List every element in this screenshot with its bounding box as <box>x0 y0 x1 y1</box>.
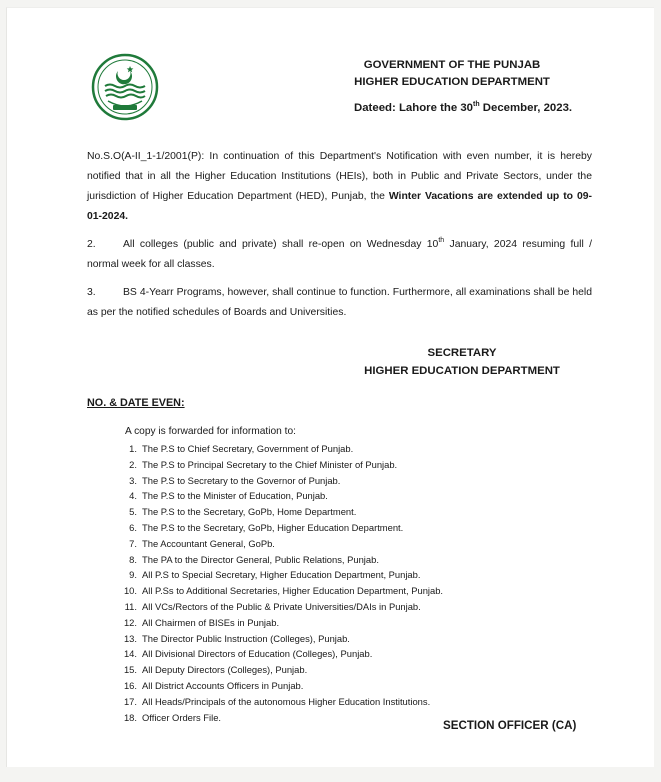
paragraph-number: 2. <box>87 239 96 250</box>
item-number: 18. <box>123 711 137 723</box>
item-number: 17. <box>123 695 137 707</box>
item-text: All Heads/Principals of the autonomous Higher Education Institutions. <box>142 695 431 707</box>
distribution-item <box>115 520 443 536</box>
item-text: The P.S to the Secretary, GoPb, Home Department. <box>142 506 357 518</box>
item-number: 14. <box>123 648 137 660</box>
date-sup: th <box>473 101 480 108</box>
item-number: 11. <box>124 600 137 612</box>
date-text-end: December, 2023. <box>479 102 573 114</box>
paragraph-2 <box>87 235 592 275</box>
department-header <box>347 57 557 91</box>
paragraph-2-text: All colleges (public and private) shall re-open on Wednesday 10 <box>123 239 439 250</box>
item-number: 6. <box>129 521 137 533</box>
item-number: 10. <box>123 585 137 597</box>
item-text: The P.S to Principal Secretary to the Chief Minister of Punjab. <box>142 458 398 470</box>
vacation-extension: Winter Vacations are extended up to 09-01-2024. <box>87 191 592 222</box>
paragraph-2-text-end: January, 2024 resuming full / normal week for all classes. <box>87 239 592 270</box>
distribution-item <box>115 710 443 726</box>
item-number: 15. <box>123 664 137 676</box>
distribution-item <box>115 678 443 694</box>
item-text: All Chairmen of BISEs in Punjab. <box>142 616 280 628</box>
section-officer-signature: SECTION OFFICER (CA) <box>443 719 577 732</box>
notification-document <box>6 7 654 767</box>
paragraph-3 <box>87 283 592 323</box>
paragraph-number: 3. <box>87 287 96 298</box>
paragraph-2-sup: th <box>438 237 445 244</box>
item-number: 7. <box>129 537 137 549</box>
item-number: 3. <box>129 474 137 486</box>
copy-forward-intro: A copy is forwarded for information to: <box>125 426 297 437</box>
item-text: All P.Ss to Additional Secretaries, Higher Education Department, Punjab. <box>142 585 444 597</box>
distribution-item <box>115 662 443 678</box>
secretary-title: SECRETARY <box>427 347 497 359</box>
item-text: All P.S to Special Secretary, Higher Education Department, Punjab. <box>142 569 421 581</box>
distribution-item <box>115 536 443 552</box>
paragraph-1 <box>87 147 592 227</box>
paragraph-1-text: In continuation of this Department's Notification with even number, it is hereby notified that in all the Higher Education Institutions (HEIs), both in Public and Private Sectors, under the jurisdiction of Higher Education Department (HED), Punjab, the <box>87 151 592 202</box>
date-text: Dateed: Lahore the 30 <box>354 102 474 114</box>
item-text: The P.S to Chief Secretary, Government of Punjab. <box>142 443 354 454</box>
distribution-item <box>115 694 443 710</box>
distribution-item <box>115 567 443 583</box>
item-text: The Director Public Instruction (Colleges), Punjab. <box>142 632 350 644</box>
reference-number: No.S.O(A-II_1-1/2001(P): <box>87 151 205 162</box>
item-text: The P.S to Secretary to the Governor of Punjab. <box>142 474 341 486</box>
item-number: 16. <box>123 679 137 691</box>
paragraph-3-text: BS 4-Yearr Programs, however, shall continue to function. Furthermore, all examinations shall be held as per the notified schedules of Boards and Universities. <box>87 287 592 318</box>
punjab-government-emblem-icon <box>91 53 159 121</box>
item-number: 13. <box>123 632 137 644</box>
item-number: 2. <box>129 458 137 470</box>
item-number: 9. <box>129 569 137 581</box>
item-number: 1. <box>129 443 137 454</box>
item-text: All Deputy Directors (Colleges), Punjab. <box>142 664 308 676</box>
distribution-item <box>115 457 443 473</box>
distribution-item <box>115 631 443 647</box>
distribution-item <box>115 488 443 504</box>
item-text: All Divisional Directors of Education (Colleges), Punjab. <box>142 648 373 660</box>
item-text: The P.S to the Minister of Education, Punjab. <box>142 490 328 502</box>
item-number: 8. <box>129 553 137 565</box>
item-number: 12. <box>123 616 137 628</box>
distribution-item <box>115 615 443 631</box>
government-title: GOVERNMENT OF THE PUNJAB <box>363 59 541 71</box>
document-date <box>354 102 572 114</box>
distribution-item <box>115 441 443 457</box>
department-title: HIGHER EDUCATION DEPARTMENT <box>354 76 550 88</box>
no-date-even-heading: NO. & DATE EVEN: <box>87 397 185 409</box>
item-number: 5. <box>129 506 137 518</box>
distribution-item <box>115 583 443 599</box>
secretary-signature-block <box>342 344 582 380</box>
distribution-item <box>115 473 443 489</box>
secretary-department: HIGHER EDUCATION DEPARTMENT <box>364 365 560 377</box>
distribution-item <box>115 646 443 662</box>
item-text: The P.S to the Secretary, GoPb, Higher Education Department. <box>142 521 404 533</box>
item-text: All VCs/Rectors of the Public & Private Universities/DAIs in Punjab. <box>142 600 421 612</box>
distribution-item <box>115 552 443 568</box>
distribution-item <box>115 504 443 520</box>
item-text: All District Accounts Officers in Punjab. <box>142 679 304 691</box>
item-number: 4. <box>129 490 137 502</box>
item-text: Officer Orders File. <box>142 711 222 723</box>
distribution-list <box>115 441 443 725</box>
item-text: The PA to the Director General, Public Relations, Punjab. <box>142 553 379 565</box>
distribution-item <box>115 599 443 615</box>
item-text: The Accountant General, GoPb. <box>142 537 275 549</box>
